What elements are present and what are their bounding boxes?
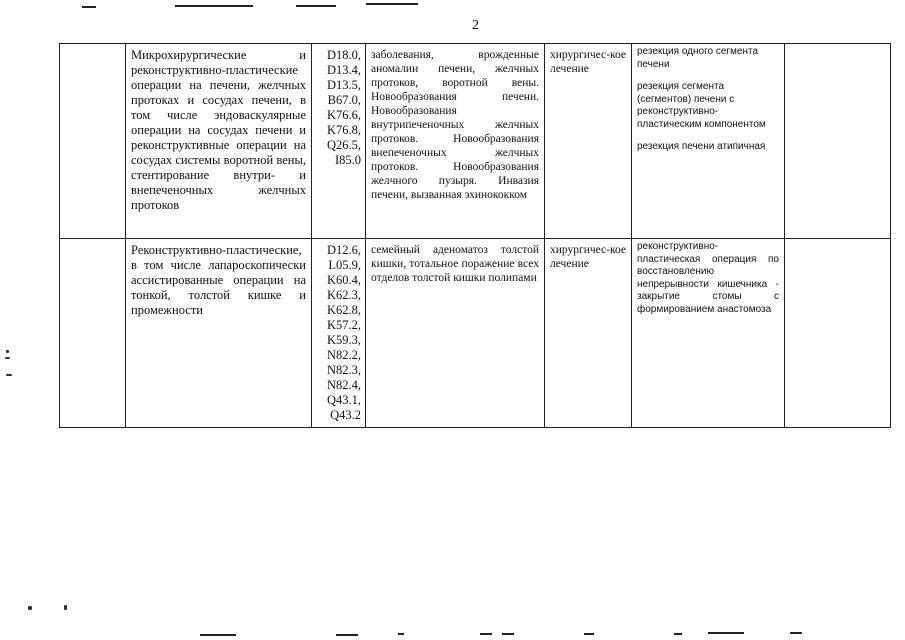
scan-mark — [175, 5, 253, 7]
scan-mark — [336, 634, 358, 636]
icd-code: Q43.2 — [330, 408, 361, 422]
procedure-cell: Реконструктивно-пластические, в том числе лапароскопически ассистированные операции на тонкой, толстой кишке и промежности — [126, 239, 312, 428]
table-row — [60, 44, 891, 239]
icd-code: Q43.1, — [326, 393, 361, 407]
treatment-type-cell: хирургичес-кое лечение — [545, 239, 632, 428]
extra-cell — [785, 239, 891, 428]
icd-code: K62.8, — [326, 303, 361, 317]
scan-mark — [366, 3, 418, 5]
icd-code: K76.8, — [326, 123, 361, 137]
icd-code: Q26.5, — [326, 138, 361, 152]
table-row — [60, 239, 891, 428]
scan-mark — [82, 6, 96, 8]
scan-dot — [64, 605, 67, 610]
icd-code: D18.0, — [326, 48, 361, 62]
scan-mark — [502, 633, 514, 635]
scan-mark — [708, 632, 744, 634]
treatment-methods-cell — [632, 239, 785, 428]
scan-mark — [398, 633, 404, 635]
icd-code: B67.0, — [327, 93, 361, 107]
scan-dot — [28, 606, 32, 610]
icd-code: K60.4, — [326, 273, 361, 287]
row-number-cell — [60, 44, 126, 239]
page-number: 2 — [472, 18, 479, 33]
icd-code: D13.5, — [326, 78, 361, 92]
scan-mark — [584, 633, 594, 635]
scan-dot — [6, 374, 12, 376]
treatment-method: резекция сегмента (сегментов) печени с реконструктивно-пластическим компонентом — [637, 81, 766, 130]
icd-codes-cell — [312, 44, 366, 239]
treatment-method: резекция одного сегмента печени — [637, 46, 759, 70]
scan-mark — [674, 633, 682, 635]
icd-code: N82.4, — [326, 378, 361, 392]
icd-code: K76.6, — [326, 108, 361, 122]
scan-dot — [5, 357, 10, 359]
scan-mark — [480, 633, 492, 635]
icd-code: D13.4, — [326, 63, 361, 77]
treatment-method: резекция печени атипичная — [637, 141, 766, 152]
icd-code: L05.9, — [328, 258, 361, 272]
scan-mark — [296, 5, 336, 7]
medical-care-table — [59, 43, 891, 428]
scan-mark — [790, 632, 802, 634]
diagnosis-cell: заболевания, врожденные аномалии печени, желчных протоков, воротной вены. Новообразования печени. Новообразования внутрипеченочных желчных протоков. Новообразования внепеченочных желчных протоков. Новообразования желчного пузыря. Инвазия печени, вызванная эхинококком — [366, 44, 545, 239]
treatment-type-cell: хирургичес-кое лечение — [545, 44, 632, 239]
icd-codes-cell — [312, 239, 366, 428]
icd-code: N82.3, — [326, 363, 361, 377]
row-number-cell — [60, 239, 126, 428]
treatment-methods-cell — [632, 44, 785, 239]
treatment-method: реконструктивно-пластическая операция по восстановлению непрерывности кишечника - закрытие стомы с формированием анастомоза — [637, 241, 779, 315]
procedure-cell: Микрохирургические и реконструктивно-пластические операции на печени, желчных протоках и сосудах печени, в том числе эндоваскулярные операции на сосудах печени и реконструктивные операции на сосудах системы воротной вены, стентирование внутри- и внепеченочных желчных протоков — [126, 44, 312, 239]
icd-code: D12.6, — [326, 243, 361, 257]
scan-dot — [6, 350, 9, 353]
icd-code: I85.0 — [334, 153, 361, 167]
diagnosis-cell: семейный аденоматоз толстой кишки, тотальное поражение всех отделов толстой кишки полипами — [366, 239, 545, 428]
icd-code: K59.3, — [326, 333, 361, 347]
scan-mark — [200, 634, 236, 636]
icd-code: K62.3, — [326, 288, 361, 302]
extra-cell — [785, 44, 891, 239]
icd-code: N82.2, — [326, 348, 361, 362]
icd-code: K57.2, — [326, 318, 361, 332]
